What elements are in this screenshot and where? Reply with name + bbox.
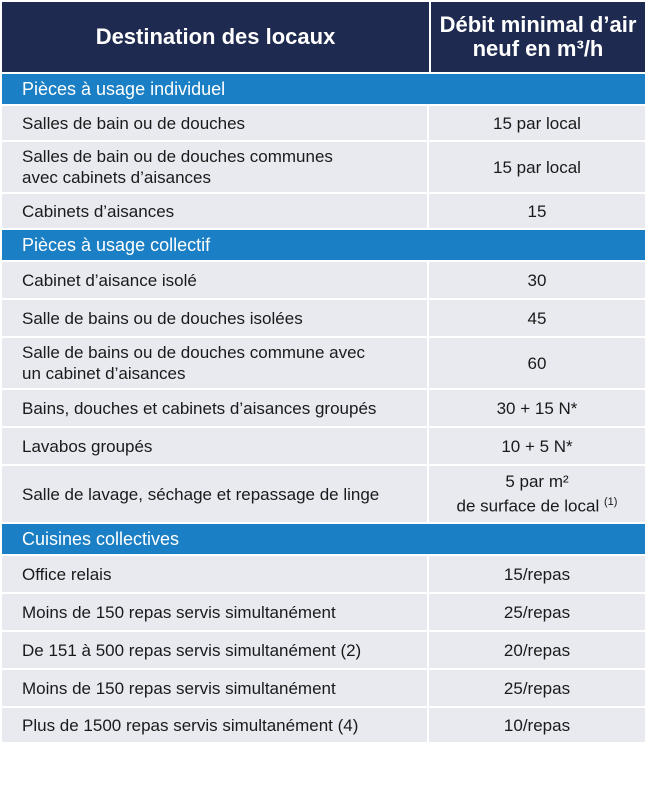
row-label: Moins de 150 repas servis simultanément <box>2 594 429 630</box>
table-row <box>2 464 645 522</box>
row-value: 10/repas <box>503 715 571 735</box>
row-label: Cabinet d’aisance isolé <box>2 262 429 298</box>
row-value: 30 + 15 N* <box>496 398 578 418</box>
section-header-collectif: Pièces à usage collectif <box>2 228 645 260</box>
row-label: Moins de 150 repas servis simultanément <box>2 670 429 706</box>
footnote-marker: (1) <box>603 496 618 509</box>
row-label: Cabinets d’aisances <box>2 194 429 228</box>
row-label: Salles de bain ou de douches <box>2 106 429 140</box>
row-label: Bains, douches et cabinets d’aisances groupés <box>2 390 429 426</box>
row-label: De 151 à 500 repas servis simultanément (2) <box>2 632 429 668</box>
table-row <box>2 336 645 388</box>
table-row <box>2 668 645 706</box>
table-row <box>2 104 645 140</box>
row-value: 15/repas <box>503 564 571 584</box>
table-header <box>2 2 645 72</box>
row-value <box>429 466 645 522</box>
row-value: 15 <box>527 201 547 221</box>
row-value: 15 par local <box>493 157 581 177</box>
section-header-cuisines: Cuisines collectives <box>2 522 645 554</box>
header-debit-line2: neuf en m³/h <box>472 36 604 61</box>
row-label: Salle de lavage, séchage et repassage de linge <box>2 466 429 522</box>
table-row <box>2 706 645 742</box>
header-debit <box>431 2 645 72</box>
row-value-line1: 5 par m² <box>505 472 569 492</box>
row-label: Plus de 1500 repas servis simultanément (4) <box>2 708 429 742</box>
table-row <box>2 592 645 630</box>
row-value: 25/repas <box>503 602 571 622</box>
row-value: 25/repas <box>503 678 571 698</box>
table-row <box>2 298 645 336</box>
row-value: 60 <box>527 353 547 373</box>
section-header-individuel: Pièces à usage individuel <box>2 72 645 104</box>
table-row <box>2 426 645 464</box>
row-label: Lavabos groupés <box>2 428 429 464</box>
row-value: 30 <box>527 270 547 290</box>
row-label: Salles de bain ou de douches communes avec cabinets d’aisances <box>2 142 429 192</box>
table-row <box>2 192 645 228</box>
row-value: 20/repas <box>503 640 571 660</box>
header-debit-line1: Débit minimal d’air <box>439 12 637 37</box>
table-row <box>2 260 645 298</box>
header-destination: Destination des locaux <box>2 2 431 72</box>
row-label: Office relais <box>2 556 429 592</box>
row-value: 45 <box>527 308 547 328</box>
table-row <box>2 630 645 668</box>
row-value-line2: de surface de local <box>456 496 600 516</box>
row-value: 15 par local <box>493 113 581 133</box>
table-row <box>2 554 645 592</box>
ventilation-table <box>2 2 645 742</box>
table-row <box>2 140 645 192</box>
row-label: Salle de bains ou de douches isolées <box>2 300 429 336</box>
row-label: Salle de bains ou de douches commune avec un cabinet d’aisances <box>2 338 429 388</box>
row-value: 10 + 5 N* <box>501 436 573 456</box>
table-row <box>2 388 645 426</box>
